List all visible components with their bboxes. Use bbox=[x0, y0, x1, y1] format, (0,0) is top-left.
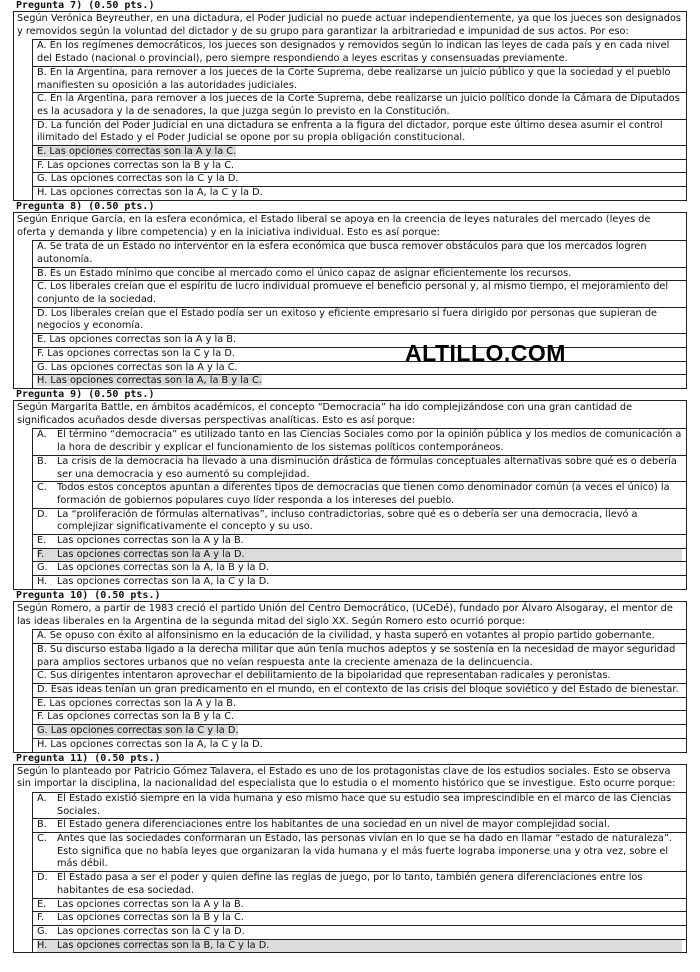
answer-option[interactable] bbox=[33, 267, 686, 281]
answer-option[interactable] bbox=[33, 361, 686, 375]
option-text: E. Las opciones correctas son la A y la C. bbox=[37, 146, 237, 158]
question-box bbox=[13, 400, 687, 590]
answer-option[interactable] bbox=[33, 333, 686, 347]
options-list bbox=[32, 792, 686, 952]
option-text: La “proliferación de fórmulas alternativas”, incluso contradictorias, sobre qué es o debería ser una democracia, llevó a complejizar significativamente el concepto y su uso. bbox=[57, 508, 638, 533]
option-text: D. La función del Poder Judicial en una dictadura se enfrenta a la figura del dictador, porque este último desea asumir el control ilimitado del Estado y el Poder Judicial se opone por su propia obligación constitucional. bbox=[37, 119, 663, 144]
answer-option[interactable] bbox=[33, 792, 686, 818]
option-text: A. Se trata de un Estado no interventor en la esfera económica que busca remover obstáculos para que los mercados logren autonomía. bbox=[37, 241, 647, 265]
question-prompt: Según lo planteado por Patricio Gómez Talavera, el Estado es uno de los protagonistas clave de los estudios sociales. Esto se observa sin importar la disciplina, la nacionalidad del especialista que lo estudia o el momento histórico que se investigue. Esto ocurre porque: bbox=[17, 765, 676, 790]
option-text: Las opciones correctas son la B y la C. bbox=[57, 912, 244, 924]
option-text: Todos estos conceptos apuntan a diferentes tipos de democracias que tienen como denominador común (a veces el único) la formación de gobiernos populares cuyo líder responda a los intereses del pueblo. bbox=[57, 482, 670, 506]
option-text: C. En la Argentina, para remover a los jueces de la Corte Suprema, debe realizarse un juicio político donde la Cámara de Diputados es la acusadora y la de senadores, la que juzga según lo previsto en la Constitución. bbox=[37, 93, 680, 117]
option-text: F. Las opciones correctas son la B y la C. bbox=[37, 159, 235, 171]
option-text: H. Las opciones correctas son la A, la C y la D. bbox=[37, 187, 263, 199]
answer-option[interactable] bbox=[33, 575, 686, 589]
option-letter: C. bbox=[37, 482, 47, 494]
answer-option[interactable] bbox=[33, 683, 686, 697]
options-list bbox=[32, 39, 686, 199]
option-text: A. Se opuso con éxito al alfonsinismo en la educación de la civilidad, y hasta superó en votantes al propio partido gobernante. bbox=[37, 630, 655, 642]
answer-option[interactable] bbox=[33, 92, 686, 118]
option-letter: E. bbox=[37, 535, 47, 547]
option-letter: A. bbox=[37, 429, 47, 441]
question-header: Pregunta 7) (0.50 pts.) bbox=[16, 0, 155, 11]
option-letter: D. bbox=[37, 508, 48, 520]
options-list bbox=[32, 428, 686, 588]
option-text: Las opciones correctas son la A, la B y la D. bbox=[57, 562, 270, 574]
answer-option[interactable] bbox=[33, 629, 686, 643]
answer-option[interactable] bbox=[33, 145, 686, 159]
option-text: F. Las opciones correctas son la B y la C. bbox=[37, 711, 235, 723]
answer-option[interactable] bbox=[33, 724, 686, 738]
option-text: B. Es un Estado mínimo que concibe al mercado como el único capaz de asignar eficientemente los recursos. bbox=[37, 267, 572, 279]
option-letter: E. bbox=[37, 898, 47, 910]
option-letter: F. bbox=[37, 549, 57, 562]
answer-option[interactable] bbox=[33, 66, 686, 92]
answer-option[interactable] bbox=[33, 119, 686, 145]
option-text: Las opciones correctas son la C y la D. bbox=[57, 926, 245, 937]
answer-option[interactable] bbox=[33, 280, 686, 306]
answer-option[interactable] bbox=[33, 925, 686, 939]
answer-option[interactable] bbox=[33, 240, 686, 266]
option-text: Las opciones correctas son la B, la C y la D. bbox=[57, 940, 682, 953]
option-text: Las opciones correctas son la A y la B. bbox=[57, 898, 244, 910]
option-letter: F. bbox=[37, 912, 45, 924]
answer-option[interactable] bbox=[33, 939, 686, 953]
option-letter: C. bbox=[37, 833, 47, 845]
option-letter: B. bbox=[37, 819, 47, 831]
option-text: G. Las opciones correctas son la A y la C. bbox=[37, 361, 238, 373]
answer-option[interactable] bbox=[33, 898, 686, 912]
option-letter: H. bbox=[37, 576, 48, 588]
option-text: C. Sus dirigentes intentaron aprovechar el debilitamiento de la bipolaridad que representaban radicales y peronistas. bbox=[37, 670, 611, 682]
question-box bbox=[13, 764, 687, 954]
watermark-text: ALTILLO.COM bbox=[405, 340, 566, 366]
option-letter: G. bbox=[37, 562, 48, 574]
answer-option[interactable] bbox=[33, 818, 686, 832]
answer-option[interactable] bbox=[33, 172, 686, 186]
answer-option[interactable] bbox=[33, 428, 686, 454]
option-text: H. Las opciones correctas son la A, la B y la C. bbox=[37, 375, 262, 387]
answer-option[interactable] bbox=[33, 548, 686, 562]
option-text: G. Las opciones correctas son la C y la D. bbox=[37, 173, 239, 185]
option-letter: H. bbox=[37, 940, 57, 953]
options-list bbox=[32, 240, 686, 388]
option-text: Las opciones correctas son la A y la B. bbox=[57, 535, 244, 547]
option-text: Las opciones correctas son la A y la D. bbox=[57, 549, 682, 562]
answer-option[interactable] bbox=[33, 697, 686, 711]
answer-option[interactable] bbox=[33, 710, 686, 724]
option-text: E. Las opciones correctas son la A y la B. bbox=[37, 697, 237, 709]
option-text: El Estado genera diferenciaciones entre los habitantes de una sociedad en un nivel de mayor complejidad social. bbox=[57, 819, 610, 831]
option-text: A. En los regímenes democráticos, los jueces son designados y removidos según lo indican las leyes de cada país y en cada nivel del Estado (nacional o provincial), pero siempre respondiendo a leyes escritas y consensuadas previamente. bbox=[37, 40, 670, 65]
option-text: Las opciones correctas son la A, la C y la D. bbox=[57, 576, 270, 588]
question-header: Pregunta 9) (0.50 pts.) bbox=[16, 388, 155, 400]
question-header: Pregunta 8) (0.50 pts.) bbox=[16, 200, 155, 212]
option-text: D. Esas ideas tenían un gran predicamento en el mundo, en el contexto de las crisis del bloque soviético y del Estado de bienestar. bbox=[37, 684, 679, 696]
option-text: D. Los liberales creían que el Estado podía ser un exitoso y eficiente empresario si fuera dirigido por personas que supieran de negocios y economía. bbox=[37, 307, 658, 332]
option-text: G. Las opciones correctas son la C y la D. bbox=[37, 725, 239, 737]
answer-option[interactable] bbox=[33, 186, 686, 200]
option-text: F. Las opciones correctas son la C y la D. bbox=[37, 347, 235, 359]
question-prompt: Según Verónica Beyreuther, en una dictadura, el Poder Judicial no puede actuar independientemente, ya que los jueces son designados y removidos según la voluntad del dictador y de su grupo para garantizar la arbitrariedad e impunidad de sus actos. Por eso: bbox=[17, 13, 682, 37]
answer-option[interactable] bbox=[33, 669, 686, 683]
answer-option[interactable] bbox=[33, 307, 686, 333]
option-letter: A. bbox=[37, 792, 47, 804]
option-text: C. Los liberales creían que el espíritu de lucro individual promueve el beneficio personal y, al mismo tiempo, el mejoramiento del conjunto de la sociedad. bbox=[37, 281, 669, 306]
answer-option[interactable] bbox=[33, 374, 686, 388]
option-text: H. Las opciones correctas son la A, la C y la D. bbox=[37, 738, 263, 750]
answer-option[interactable] bbox=[33, 643, 686, 669]
option-text: E. Las opciones correctas son la A y la B. bbox=[37, 334, 237, 346]
question-header: Pregunta 11) (0.50 pts.) bbox=[16, 752, 161, 764]
option-text: Antes que las sociedades conformaran un Estado, las personas vivían en lo que se ha dado en llamar “estado de naturaleza”. Esto significa que no había leyes que organizaran la vida humana y el más fuerte lograba imponerse una y otra vez, sobre el más débil. bbox=[57, 833, 672, 870]
option-letter: B. bbox=[37, 455, 47, 467]
option-text: El Estado existió siempre en la vida humana y eso mismo hace que su estudio sea imprescindible en el marco de las Ciencias Sociales. bbox=[57, 792, 672, 817]
option-letter: D. bbox=[37, 872, 48, 884]
answer-option[interactable] bbox=[33, 534, 686, 548]
question-prompt: Según Romero, a partir de 1983 creció el partido Unión del Centro Democrático, (UCeDé), fundado por Álvaro Alsogaray, el mentor de las ideas liberales en la Argentina de la segunda mitad del siglo XX. Según Romero esto ocurrió porque: bbox=[17, 602, 673, 627]
options-list bbox=[32, 629, 686, 751]
answer-option[interactable] bbox=[33, 39, 686, 65]
option-letter: G. bbox=[37, 926, 48, 937]
question-header: Pregunta 10) (0.50 pts.) bbox=[16, 589, 161, 601]
answer-option[interactable] bbox=[33, 871, 686, 897]
answer-option[interactable] bbox=[33, 481, 686, 507]
option-text: El Estado pasa a ser el poder y quien define las reglas de juego, por lo tanto, también genera diferenciaciones entre los habitantes de esa sociedad. bbox=[57, 872, 643, 896]
answer-option[interactable] bbox=[33, 561, 686, 575]
question-box bbox=[13, 212, 687, 389]
option-text: La crisis de la democracia ha llevado a una disminución drástica de fórmulas conceptuales alternativas sobre qué es o debería ser una democracia y eso aumentó su complejidad. bbox=[57, 455, 677, 480]
option-text: B. En la Argentina, para remover a los jueces de la Corte Suprema, debe realizarse un juicio público y que la sociedad y el pueblo manifiesten su oposición a las autoridades judiciales. bbox=[37, 66, 671, 91]
answer-option[interactable] bbox=[33, 911, 686, 925]
answer-option[interactable] bbox=[33, 508, 686, 534]
answer-option[interactable] bbox=[33, 347, 686, 361]
question-prompt: Según Margarita Battle, en ámbitos académicos, el concepto “Democracia” ha ido complejizándose con una gran cantidad de significados acuñados desde diversas perspectivas analíticas. Esto es así porque: bbox=[17, 401, 633, 426]
question-box bbox=[13, 601, 687, 753]
answer-option[interactable] bbox=[33, 832, 686, 871]
option-text: B. Su discurso estaba ligado a la derecha militar que aún tenía muchos adeptos y se sostenía en la necesidad de mayor seguridad para amplios sectores urbanos que no veían respuesta ante la creciente amenaza de la delincuencia. bbox=[37, 643, 676, 668]
answer-option[interactable] bbox=[33, 455, 686, 481]
answer-option[interactable] bbox=[33, 159, 686, 173]
question-prompt: Según Enrique García, en la esfera económica, el Estado liberal se apoya en la creencia de leyes naturales del mercado (leyes de oferta y demanda y libre competencia) y en la iniciativa individual. Esto es así porque: bbox=[17, 213, 651, 238]
option-text: El término “democracia” es utilizado tanto en las Ciencias Sociales como por la opinión pública y los medios de comunicación a la hora de describir y explicar el funcionamiento de los sistemas políticos contemporáneos. bbox=[57, 429, 682, 454]
answer-option[interactable] bbox=[33, 738, 686, 752]
question-box bbox=[13, 11, 687, 201]
